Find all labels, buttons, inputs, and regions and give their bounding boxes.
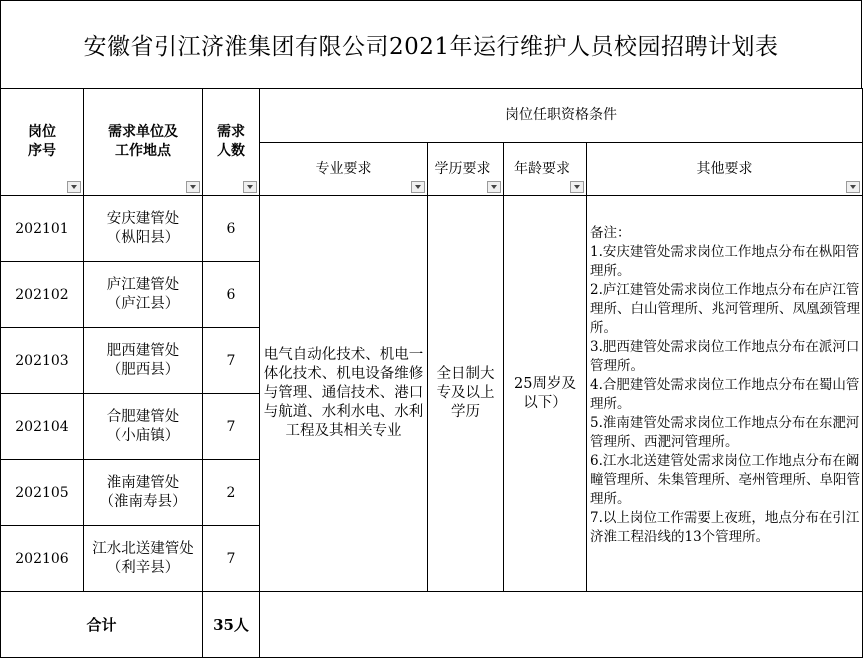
seq-cell: 202104 (1, 394, 84, 460)
header-major-label: 专业要求 (315, 160, 372, 177)
header-count (203, 89, 260, 196)
note-line: 6.江水北送建管处需求岗位工作地点分布在阚疃管理所、朱集管理所、亳州管理所、阜阳管理所。 (590, 453, 860, 507)
education-requirement-text: 全日制大专及以上学历 (436, 366, 495, 420)
filter-dropdown-icon[interactable] (846, 181, 860, 193)
note-line: 4.合肥建管处需求岗位工作地点分布在蜀山管理所。 (590, 377, 860, 412)
unit-cell (84, 460, 203, 526)
count-cell: 6 (203, 262, 260, 328)
header-age-label: 年龄要求 (514, 160, 570, 177)
note-line: 7.以上岗位工作需要上夜班，地点分布在引江济淮工程沿线的13个管理所。 (590, 510, 860, 545)
page-title: 安徽省引江济淮集团有限公司2021年运行维护人员校园招聘计划表 (0, 0, 862, 88)
note-line: 2.庐江建管处需求岗位工作地点分布在庐江管理所、白山管理所、兆河管理所、凤凰颈管理所。 (590, 282, 860, 336)
count-cell: 7 (203, 394, 260, 460)
filter-dropdown-icon[interactable] (487, 181, 501, 193)
unit-name: 江水北送建管处 (92, 540, 194, 557)
unit-name: 合肥建管处 (106, 408, 180, 425)
education-requirement (428, 196, 504, 592)
header-major (260, 143, 428, 196)
total-row (1, 592, 863, 658)
seq-cell: 202101 (1, 196, 84, 262)
filter-dropdown-icon[interactable] (570, 181, 584, 193)
unit-place: （肥西县） (106, 361, 180, 378)
unit-cell (84, 526, 203, 592)
major-requirement: 电气自动化技术、机电一体化技术、机电设备维修与管理、通信技术、港口与航道、水利水电、水利工程及其相关专业 (260, 196, 428, 592)
table-row (1, 196, 863, 262)
seq-cell: 202106 (1, 526, 84, 592)
header-qualifications: 岗位任职资格条件 (260, 89, 863, 143)
header-education (428, 143, 504, 196)
header-unit (84, 89, 203, 196)
filter-dropdown-icon[interactable] (67, 181, 81, 193)
unit-place: （庐江县） (106, 295, 180, 312)
unit-cell (84, 262, 203, 328)
note-line: 3.肥西建管处需求岗位工作地点分布在派河口管理所。 (590, 339, 860, 374)
count-cell: 7 (203, 328, 260, 394)
header-unit-label: 需求单位及工作地点 (108, 124, 178, 159)
header-other (587, 143, 863, 196)
header-education-label: 学历要求 (434, 160, 491, 177)
total-empty (260, 592, 863, 658)
unit-cell (84, 196, 203, 262)
header-seq (1, 89, 84, 196)
note-line: 5.淮南建管处需求岗位工作地点分布在东淝河管理所、西淝河管理所。 (590, 415, 860, 450)
seq-cell: 202105 (1, 460, 84, 526)
unit-name: 庐江建管处 (106, 276, 180, 293)
note-line: 备注： (590, 225, 631, 241)
total-label: 合计 (1, 592, 203, 658)
filter-dropdown-icon[interactable] (186, 181, 200, 193)
filter-dropdown-icon[interactable] (411, 181, 425, 193)
filter-dropdown-icon[interactable] (243, 181, 257, 193)
unit-place: （淮南寿县） (99, 493, 187, 510)
unit-name: 肥西建管处 (106, 342, 180, 359)
unit-place: （利辛县） (106, 559, 180, 576)
header-other-label: 其他要求 (696, 160, 753, 177)
count-cell: 6 (203, 196, 260, 262)
header-count-label: 需求人数 (217, 124, 245, 159)
unit-cell (84, 328, 203, 394)
age-requirement-text: 25周岁及以下） (514, 375, 576, 411)
total-count: 35人 (203, 592, 260, 658)
count-cell: 7 (203, 526, 260, 592)
unit-place: （小庙镇） (106, 427, 180, 444)
seq-cell: 202102 (1, 262, 84, 328)
unit-name: 安庆建管处 (106, 210, 180, 227)
header-seq-label: 岗位序号 (28, 124, 56, 159)
header-age (504, 143, 587, 196)
other-requirements (587, 196, 863, 592)
age-requirement (504, 196, 587, 592)
unit-name: 淮南建管处 (106, 474, 180, 491)
recruitment-table (0, 88, 863, 658)
unit-cell (84, 394, 203, 460)
note-line: 1.安庆建管处需求岗位工作地点分布在枞阳管理所。 (590, 244, 860, 279)
count-cell: 2 (203, 460, 260, 526)
unit-place: （枞阳县） (106, 229, 180, 246)
seq-cell: 202103 (1, 328, 84, 394)
